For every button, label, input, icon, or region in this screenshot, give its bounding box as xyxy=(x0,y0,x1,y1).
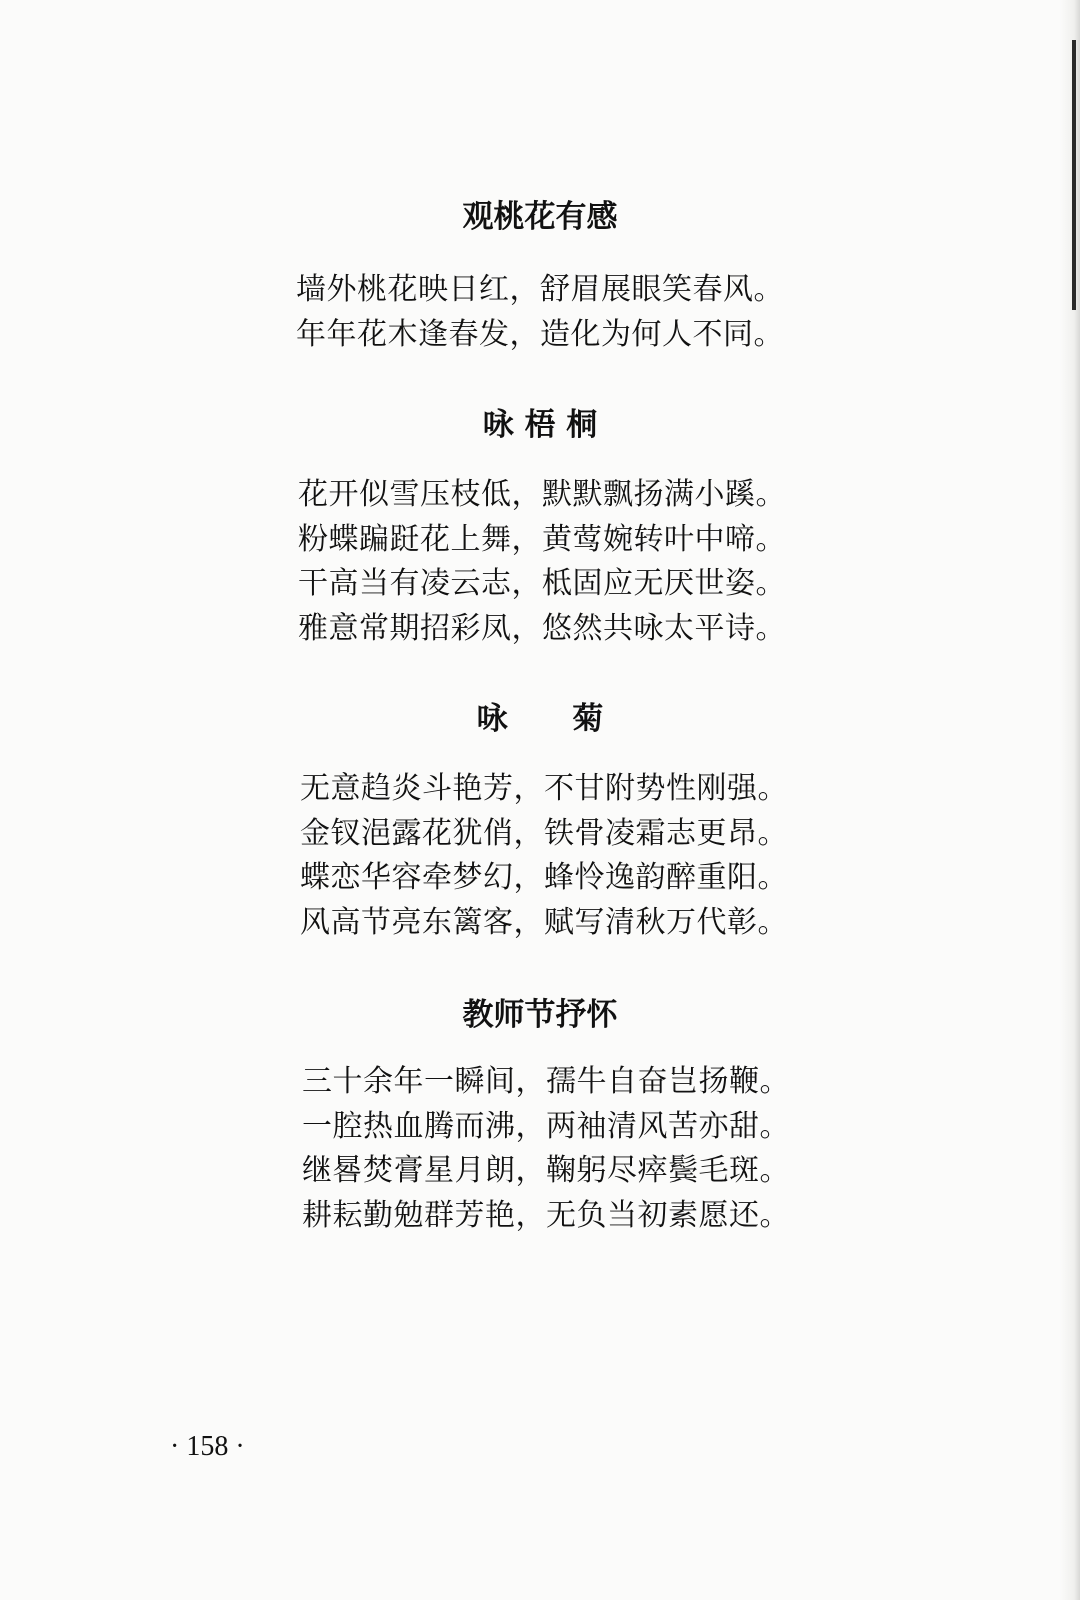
poem-line: 花开似雪压枝低，默默飘扬满小蹊。 xyxy=(298,477,786,512)
binding-edge-mark xyxy=(1072,40,1076,310)
poem-title: 咏 菊 xyxy=(476,701,604,737)
poem-line: 耕耘勤勉群芳艳，无负当初素愿还。 xyxy=(302,1197,790,1233)
poem-line: 粉蝶蹁跹花上舞，黄莺婉转叶中啼。 xyxy=(298,521,786,557)
poem-line: 一腔热血腾而沸，两袖清风苦亦甜。 xyxy=(302,1108,790,1144)
poem-line: 年年花木逢春发，造化为何人不同。 xyxy=(296,316,784,352)
poem-line: 风高节亮东篱客，赋写清秋万代彰。 xyxy=(300,904,788,940)
poem-line: 继晷焚膏星月朗，鞠躬尽瘁鬓毛斑。 xyxy=(302,1153,790,1188)
page-edge-shadow xyxy=(1060,0,1080,1600)
poem-line: 无意趋炎斗艳芳，不甘附势性刚强。 xyxy=(300,771,788,806)
poem-line: 干高当有凌云志，柢固应无厌世姿。 xyxy=(298,566,786,601)
poem-body xyxy=(296,268,784,357)
page-number: · 158 · xyxy=(170,1431,245,1462)
poem-body xyxy=(298,473,786,651)
poem-line: 蝶恋华容牵梦幻，蜂怜逸韵醉重阳。 xyxy=(300,860,788,895)
poem-line: 金钗浥露花犹俏，铁骨凌霜志更昂。 xyxy=(300,815,788,851)
poem-title: 教师节抒怀 xyxy=(462,997,618,1033)
poem-body xyxy=(302,1060,790,1238)
poem-title: 观桃花有感 xyxy=(462,199,618,235)
poem-line: 雅意常期招彩凤，悠然共咏太平诗。 xyxy=(298,610,786,646)
poem-line: 墙外桃花映日红，舒眉展眼笑春风。 xyxy=(296,272,784,307)
poem-line: 三十余年一瞬间，孺牛自奋岂扬鞭。 xyxy=(302,1064,790,1099)
poem-body xyxy=(300,767,788,945)
poem-title: 咏 梧 桐 xyxy=(482,407,598,443)
